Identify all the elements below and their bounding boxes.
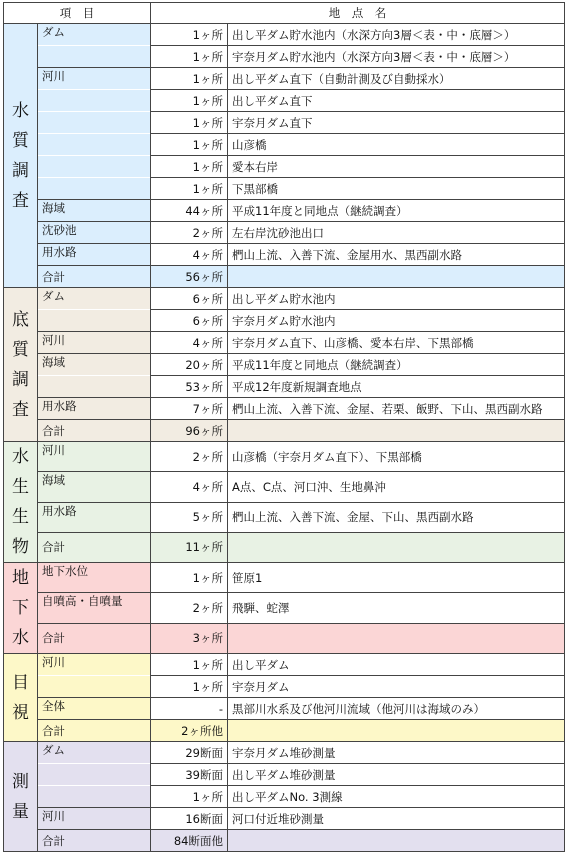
visual-inspection-row	[4, 698, 565, 720]
count: 1ヶ所	[151, 90, 228, 112]
location-name: 出し平ダム	[228, 654, 565, 676]
sub-item: ダム	[38, 24, 151, 46]
count: 6ヶ所	[151, 288, 228, 310]
sub-item: ダム	[38, 288, 151, 310]
water-quality-row	[4, 222, 565, 244]
count: 2ヶ所	[151, 593, 228, 623]
aquatic-life-row	[4, 502, 565, 532]
sub-item	[38, 764, 151, 786]
water-quality-row	[4, 134, 565, 156]
location-name: 宇奈月ダム直下、山彦橋、愛本右岸、下黒部橋	[228, 332, 565, 354]
total-location-blank	[228, 532, 565, 562]
total-location-blank	[228, 266, 565, 288]
category-char: 質	[12, 339, 29, 360]
total-count: 56ヶ所	[151, 266, 228, 288]
count: 1ヶ所	[151, 112, 228, 134]
sub-item: 自噴高・自噴量	[38, 593, 151, 623]
sub-item: 河川	[38, 442, 151, 472]
category-char: 水	[12, 100, 29, 121]
count: 5ヶ所	[151, 502, 228, 532]
location-name: 山彦橋（宇奈月ダム直下）、下黒部橋	[228, 442, 565, 472]
category-label	[4, 288, 38, 442]
location-name: 椚山上流、入善下流、金屋、下山、黒西副水路	[228, 502, 565, 532]
category-char: 生	[12, 477, 29, 497]
sub-item: 河川	[38, 654, 151, 676]
count: 20ヶ所	[151, 354, 228, 376]
visual-inspection-row	[4, 654, 565, 676]
category-label	[4, 24, 38, 288]
count: 53ヶ所	[151, 376, 228, 398]
sub-item: 全体	[38, 698, 151, 720]
surveying-row	[4, 786, 565, 808]
total-label: 合計	[38, 720, 151, 742]
sub-item: 用水路	[38, 244, 151, 266]
sub-item: 河川	[38, 68, 151, 90]
water-quality-row	[4, 244, 565, 266]
water-quality-row	[4, 90, 565, 112]
water-quality-row	[4, 46, 565, 68]
header-item: 項 目	[4, 3, 151, 24]
total-label: 合計	[38, 266, 151, 288]
sub-item: 海域	[38, 354, 151, 376]
count: 1ヶ所	[151, 46, 228, 68]
sediment-row	[4, 376, 565, 398]
sub-item	[38, 310, 151, 332]
total-label: 合計	[38, 830, 151, 852]
location-name: 椚山上流、入善下流、金屋用水、黒西副水路	[228, 244, 565, 266]
count: 1ヶ所	[151, 786, 228, 808]
surveying-row	[4, 742, 565, 764]
visual-inspection-row	[4, 720, 565, 742]
count: 1ヶ所	[151, 676, 228, 698]
location-name: A点、C点、河口沖、生地鼻沖	[228, 472, 565, 502]
count: 4ヶ所	[151, 472, 228, 502]
survey-locations-table	[3, 2, 565, 852]
sediment-row	[4, 420, 565, 442]
sub-item: 河川	[38, 332, 151, 354]
category-char: 査	[12, 190, 29, 211]
location-name: 宇奈月ダム堆砂測量	[228, 742, 565, 764]
sub-item: 用水路	[38, 398, 151, 420]
total-count: 11ヶ所	[151, 532, 228, 562]
category-char: 水	[12, 628, 29, 648]
sediment-row	[4, 288, 565, 310]
total-label: 合計	[38, 623, 151, 653]
location-name: 出し平ダム直下	[228, 90, 565, 112]
count: 16断面	[151, 808, 228, 830]
water-quality-row	[4, 266, 565, 288]
location-name: 出し平ダム貯水池内（水深方向3層＜表・中・底層＞）	[228, 24, 565, 46]
count: 1ヶ所	[151, 24, 228, 46]
sub-item: 河川	[38, 808, 151, 830]
location-name: 平成11年度と同地点（継続調査）	[228, 200, 565, 222]
surveying-row	[4, 830, 565, 852]
location-name: 宇奈月ダム	[228, 676, 565, 698]
count: 1ヶ所	[151, 156, 228, 178]
count: 4ヶ所	[151, 244, 228, 266]
location-name: 宇奈月ダム貯水池内	[228, 310, 565, 332]
water-quality-row	[4, 156, 565, 178]
surveying-row	[4, 808, 565, 830]
total-location-blank	[228, 720, 565, 742]
count: 1ヶ所	[151, 134, 228, 156]
location-name: 椚山上流、入善下流、金屋、若栗、飯野、下山、黒西副水路	[228, 398, 565, 420]
location-name: 宇奈月ダム貯水池内（水深方向3層＜表・中・底層＞）	[228, 46, 565, 68]
count: 7ヶ所	[151, 398, 228, 420]
total-count: 3ヶ所	[151, 623, 228, 653]
count: 1ヶ所	[151, 563, 228, 593]
total-label: 合計	[38, 532, 151, 562]
total-label: 合計	[38, 420, 151, 442]
category-char: 量	[12, 801, 29, 822]
category-label	[4, 563, 38, 654]
count: 1ヶ所	[151, 178, 228, 200]
location-name: 出し平ダム堆砂測量	[228, 764, 565, 786]
sub-item: 海域	[38, 472, 151, 502]
category-char: 下	[12, 598, 29, 618]
sub-item: ダム	[38, 742, 151, 764]
count: 1ヶ所	[151, 68, 228, 90]
total-count: 2ヶ所他	[151, 720, 228, 742]
sediment-row	[4, 354, 565, 376]
water-quality-row	[4, 112, 565, 134]
category-label	[4, 442, 38, 563]
location-name: 笹原1	[228, 563, 565, 593]
category-char: 査	[12, 399, 29, 420]
sediment-row	[4, 398, 565, 420]
count: 6ヶ所	[151, 310, 228, 332]
sediment-row	[4, 310, 565, 332]
sub-item: 海域	[38, 200, 151, 222]
location-name: 黒部川水系及び他河川流域（他河川は海域のみ）	[228, 698, 565, 720]
category-char: 視	[12, 702, 29, 723]
aquatic-life-row	[4, 472, 565, 502]
category-char: 水	[12, 447, 29, 467]
count: 39断面	[151, 764, 228, 786]
location-name: 出し平ダム貯水池内	[228, 288, 565, 310]
total-count: 84断面他	[151, 830, 228, 852]
groundwater-row	[4, 593, 565, 623]
sub-item	[38, 90, 151, 112]
sub-item	[38, 376, 151, 398]
header-row	[4, 3, 565, 24]
category-char: 調	[12, 160, 29, 181]
category-char: 調	[12, 369, 29, 390]
location-name: 出し平ダム直下（自動計測及び自動採水）	[228, 68, 565, 90]
location-name: 出し平ダムNo. 3測線	[228, 786, 565, 808]
location-name: 平成12年度新規調査地点	[228, 376, 565, 398]
location-name: 山彦橋	[228, 134, 565, 156]
location-name: 愛本右岸	[228, 156, 565, 178]
location-name: 飛騨、蛇澤	[228, 593, 565, 623]
category-char: 地	[12, 568, 29, 588]
category-label	[4, 654, 38, 742]
total-location-blank	[228, 420, 565, 442]
count: 1ヶ所	[151, 654, 228, 676]
total-count: 96ヶ所	[151, 420, 228, 442]
total-location-blank	[228, 623, 565, 653]
sub-item	[38, 134, 151, 156]
sub-item: 地下水位	[38, 563, 151, 593]
count: 2ヶ所	[151, 222, 228, 244]
sub-item	[38, 46, 151, 68]
water-quality-row	[4, 24, 565, 46]
sub-item	[38, 786, 151, 808]
header-location: 地 点 名	[151, 3, 565, 24]
sediment-row	[4, 332, 565, 354]
location-name: 下黒部橋	[228, 178, 565, 200]
count: 2ヶ所	[151, 442, 228, 472]
water-quality-row	[4, 68, 565, 90]
sub-item	[38, 178, 151, 200]
sub-item: 沈砂池	[38, 222, 151, 244]
visual-inspection-row	[4, 676, 565, 698]
location-name: 宇奈月ダム直下	[228, 112, 565, 134]
sub-item	[38, 112, 151, 134]
sub-item	[38, 156, 151, 178]
total-location-blank	[228, 830, 565, 852]
water-quality-row	[4, 178, 565, 200]
aquatic-life-row	[4, 532, 565, 562]
surveying-row	[4, 764, 565, 786]
category-char: 質	[12, 130, 29, 151]
count: 4ヶ所	[151, 332, 228, 354]
category-char: 測	[12, 771, 29, 792]
category-char: 生	[12, 507, 29, 527]
groundwater-row	[4, 623, 565, 653]
location-name: 平成11年度と同地点（継続調査）	[228, 354, 565, 376]
count: 29断面	[151, 742, 228, 764]
count: -	[151, 698, 228, 720]
category-char: 物	[12, 537, 29, 557]
groundwater-row	[4, 563, 565, 593]
category-char: 底	[12, 309, 29, 330]
category-label	[4, 742, 38, 852]
aquatic-life-row	[4, 442, 565, 472]
sub-item	[38, 676, 151, 698]
count: 44ヶ所	[151, 200, 228, 222]
water-quality-row	[4, 200, 565, 222]
sub-item: 用水路	[38, 502, 151, 532]
category-char: 目	[12, 672, 29, 693]
location-name: 河口付近堆砂測量	[228, 808, 565, 830]
location-name: 左右岸沈砂池出口	[228, 222, 565, 244]
